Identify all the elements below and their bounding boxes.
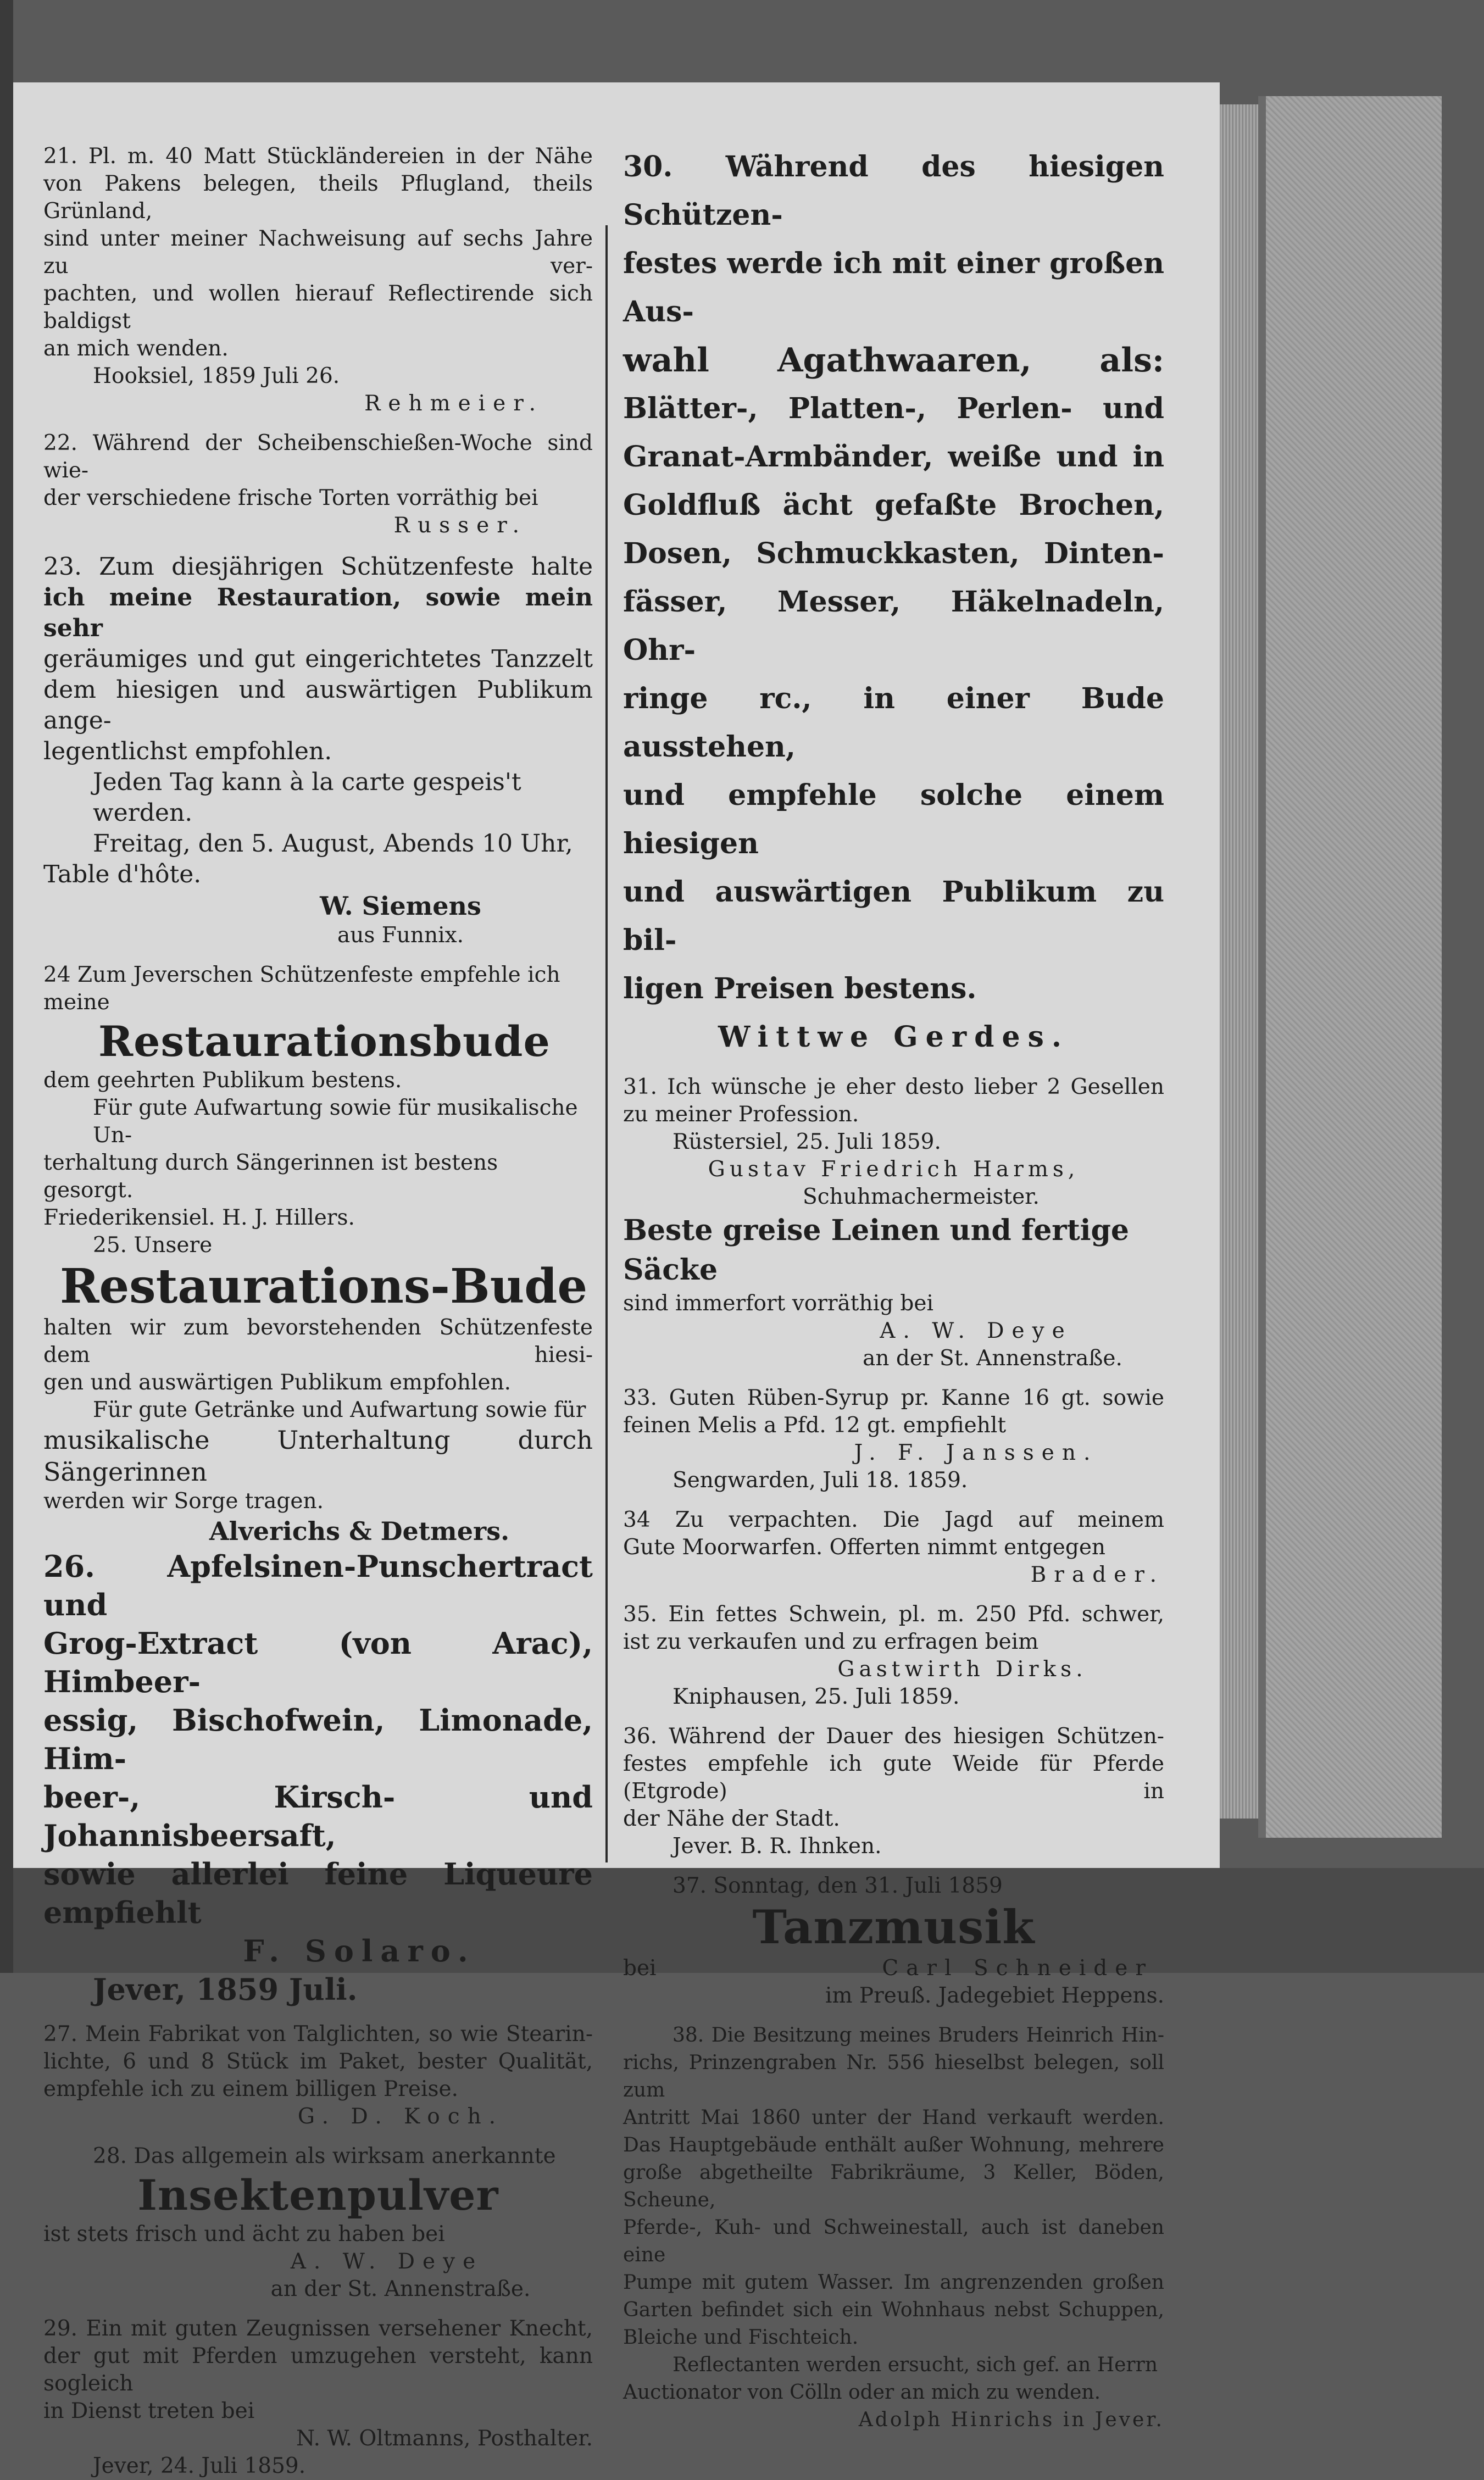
ad-29-line: in Dienst treten bei (43, 2399, 255, 2423)
ad-23-line: ich meine Restauration, sowie mein sehr (43, 583, 593, 642)
ad-26-line: Grog-Extract (von Arac), Himbeer- (43, 1626, 593, 1699)
ad-31-line: 31. Ich wünsche je eher desto lieber 2 Gesellen (623, 1075, 1164, 1099)
ad-33-signature: J. F. Janssen. (854, 1441, 1098, 1465)
ad-37-signature-place: im Preuß. Jadegebiet Heppens. (825, 1983, 1164, 2008)
ad-23-line: Freitag, den 5. August, Abends 10 Uhr, (93, 830, 573, 858)
ad-36-line: festes empfehle ich gute Weide für Pferde (Etgrode) in (623, 1751, 1164, 1804)
ad-30-line: Granat-Armbänder, weiße und in (623, 440, 1164, 474)
ad-34-line: 34 Zu verpachten. Die Jagd auf meinem (623, 1508, 1164, 1532)
ad-35-signature: Gastwirth Dirks. (837, 1657, 1087, 1682)
ad-29 (43, 2315, 593, 2480)
ad-23-signature: W. Siemens (320, 891, 481, 921)
ad-28-line: ist stets frisch und ächt zu haben bei (43, 2222, 445, 2247)
ad-26-line: beer-, Kirsch- und Johannisbeersaft, (43, 1780, 593, 1853)
ad-21-line: an mich wenden. (43, 336, 229, 361)
ad-30-line: Goldfluß ächt gefaßte Brochen, (623, 488, 1164, 522)
ad-21-place: Hooksiel, 1859 Juli 26. (93, 364, 340, 388)
ad-24 (43, 961, 593, 1232)
ad-31-line: zu meiner Profession. (623, 1102, 859, 1127)
ad-23-line: geräumiges und gut eingerichtetes Tanzzelt (43, 645, 593, 673)
ad-25-line: halten wir zum bevorstehenden Schützenfeste dem hiesi- (43, 1315, 593, 1367)
ad-26-place: Jever, 1859 Juli. (93, 1972, 358, 2007)
ad-33-place: Sengwarden, Juli 18. 1859. (672, 1468, 968, 1493)
ad-32 (623, 1211, 1164, 1372)
ad-23-signature-place: aus Funnix. (337, 923, 464, 948)
ad-25-line: Für gute Getränke und Aufwartung sowie für (93, 1398, 586, 1422)
ad-38-line: große abgetheilte Fabrikräume, 3 Keller, Böden, Scheune, (623, 2161, 1164, 2211)
ad-37 (623, 1872, 1164, 2010)
ad-38-signature: Adolph Hinrichs in Jever. (858, 2409, 1164, 2431)
page-stack-edge (1220, 104, 1258, 1819)
ad-24-line: dem geehrten Publikum bestens. (43, 1068, 402, 1093)
ad-34-line: Gute Moorwarfen. Offerten nimmt entgegen (623, 1535, 1106, 1560)
ad-21-signature: Rehmeier. (364, 391, 543, 416)
ad-26-signature: F. Solaro. (243, 1933, 476, 1969)
ad-24-intro: 24 Zum Jeverschen Schützenfeste empfehle ich meine (43, 963, 560, 1015)
right-column (623, 143, 1164, 2434)
ad-24-signature: Friederikensiel. H. J. Hillers. (43, 1205, 355, 1230)
ad-24-line: Für gute Aufwartung sowie für musikalische Un- (93, 1096, 578, 1148)
ad-36-line: 36. Während der Dauer des hiesigen Schützen- (623, 1724, 1164, 1749)
ad-36 (623, 1723, 1164, 1860)
ad-37-headline: Tanzmusik (752, 1900, 1035, 1954)
newspaper-page (13, 82, 1220, 2478)
ad-28-signature: A. W. Deye (290, 2249, 483, 2274)
ad-22-line: der verschiedene frische Torten vorräthig bei (43, 486, 538, 510)
ad-36-signature: Jever. B. R. Ihnken. (672, 1834, 882, 1859)
ad-35-line: ist zu verkaufen und zu erfragen beim (623, 1630, 1039, 1654)
ad-21-line: 21. Pl. m. 40 Matt Stückländereien in der Nähe (43, 144, 593, 169)
ad-37-intro: 37. Sonntag, den 31. Juli 1859 (672, 1873, 1003, 1898)
ad-27 (43, 2021, 593, 2131)
ad-21-line: pachten, und wollen hierauf Reflectirende sich baldigst (43, 281, 593, 333)
ad-23-line: Jeden Tag kann à la carte gespeis't werden. (93, 768, 521, 827)
ad-31-signature: Gustav Friedrich Harms, (708, 1157, 1080, 1182)
left-column (43, 143, 593, 2480)
ad-31 (623, 1074, 1164, 1211)
ad-30-line: ligen Preisen bestens. (623, 972, 977, 1005)
ad-24-line: terhaltung durch Sängerinnen ist bestens gesorgt. (43, 1150, 498, 1203)
ad-28 (43, 2143, 593, 2303)
ad-26-line: essig, Bischofwein, Limonade, Him- (43, 1703, 593, 1776)
ad-35-place: Kniphausen, 25. Juli 1859. (672, 1684, 960, 1709)
ad-27-line: 27. Mein Fabrikat von Talglichten, so wie Stearin- (43, 2022, 593, 2047)
ad-38-line: Pferde-, Kuh- und Schweinestall, auch ist daneben eine (623, 2216, 1164, 2266)
ad-38-line: Garten befindet sich ein Wohnhaus nebst Schuppen, (623, 2299, 1164, 2321)
ad-30 (623, 143, 1164, 1061)
ad-28-intro: 28. Das allgemein als wirksam anerkannte (93, 2144, 556, 2168)
ad-26-line: sowie allerlei feine Liqueure empfiehlt (43, 1856, 593, 1930)
ad-31-place: Rüstersiel, 25. Juli 1859. (672, 1130, 941, 1154)
ad-31-signature-title: Schuhmachermeister. (803, 1185, 1040, 1209)
ad-25-line: werden wir Sorge tragen. (43, 1489, 324, 1514)
ad-34 (623, 1506, 1164, 1589)
ad-26 (43, 1547, 593, 2009)
ad-28-headline: Insektenpulver (137, 2171, 499, 2220)
ad-29-place: Jever, 24. Juli 1859. (93, 2454, 306, 2478)
ad-21-line: von Pakens belegen, theils Pflugland, theils Grünland, (43, 171, 593, 224)
ad-27-signature: G. D. Koch. (297, 2104, 504, 2129)
ad-28-signature-street: an der St. Annenstraße. (270, 2277, 531, 2301)
ad-34-signature: Brader. (1030, 1562, 1164, 1587)
ad-25 (43, 1232, 593, 1547)
ad-21 (43, 143, 593, 418)
ad-30-line: festes werde ich mit einer großen Aus- (623, 247, 1164, 329)
ad-30-line: 30. Während des hiesigen Schützen- (623, 150, 1164, 232)
ad-30-signature: Wittwe Gerdes. (718, 1020, 1069, 1054)
ad-35-line: 35. Ein fettes Schwein, pl. m. 250 Pfd. schwer, (623, 1602, 1164, 1627)
ad-30-line: ringe rc., in einer Bude ausstehen, (623, 682, 1164, 764)
ad-23 (43, 552, 593, 949)
ad-30-line: Dosen, Schmuckkasten, Dinten- (623, 537, 1164, 570)
ad-33-line: 33. Guten Rüben-Syrup pr. Kanne 16 gt. sowie (623, 1386, 1164, 1410)
ad-38-line: richs, Prinzengraben Nr. 556 hieselbst belegen, soll zum (623, 2051, 1164, 2101)
ad-38-line: Auctionator von Cölln oder an mich zu wenden. (623, 2381, 1101, 2404)
ad-25-line: musikalische Unterhaltung durch Sängerinnen (43, 1425, 593, 1487)
ad-38-line: 38. Die Besitzung meines Bruders Heinrich Hin- (672, 2024, 1164, 2047)
ad-23-line: Table d'hôte. (43, 860, 202, 888)
ad-25-headline: Restaurations-Bude (60, 1259, 588, 1314)
ad-33 (623, 1384, 1164, 1494)
ad-32-headline: Beste greise Leinen und fertige Säcke (623, 1214, 1129, 1287)
ad-24-headline: Restaurationsbude (98, 1017, 551, 1066)
column-divider (605, 225, 608, 1862)
ad-23-line: legentlichst empfohlen. (43, 737, 332, 765)
ad-35 (623, 1601, 1164, 1711)
book-spine-shadow (0, 0, 13, 1973)
ad-21-line: sind unter meiner Nachweisung auf sechs Jahre zu ver- (43, 226, 593, 279)
ad-36-line: der Nähe der Stadt. (623, 1806, 840, 1831)
ad-38 (623, 2022, 1164, 2434)
ad-37-bei: bei (623, 1956, 657, 1981)
ad-23-line: 23. Zum diesjährigen Schützenfeste halte (43, 553, 593, 581)
ad-33-line: feinen Melis a Pfd. 12 gt. empfiehlt (623, 1413, 1006, 1438)
ad-26-line: 26. Apfelsinen-Punschertract und (43, 1549, 593, 1622)
ad-38-line: Pumpe mit gutem Wasser. Im angrenzenden großen (623, 2271, 1164, 2294)
ad-30-line: fässer, Messer, Häkelnadeln, Ohr- (623, 585, 1164, 667)
ad-38-line: Antritt Mai 1860 unter der Hand verkauft werden. (623, 2106, 1164, 2129)
ad-32-signature-street: an der St. Annenstraße. (863, 1346, 1122, 1371)
ad-22-line: 22. Während der Scheibenschießen-Woche sind wie- (43, 431, 593, 483)
ad-22-signature: Russer. (393, 513, 527, 538)
ad-30-line: Blätter-, Platten-, Perlen- und (623, 392, 1164, 425)
ad-27-line: empfehle ich zu einem billigen Preise. (43, 2077, 458, 2101)
ad-38-line: Bleiche und Fischteich. (623, 2326, 859, 2349)
ad-29-signature: N. W. Oltmanns, Posthalter. (296, 2426, 593, 2451)
ad-30-line: und auswärtigen Publikum zu bil- (623, 875, 1164, 957)
ad-37-signature-row (623, 1955, 1164, 1982)
ad-37-signature: Carl Schneider (882, 1956, 1153, 1981)
ad-29-line: 29. Ein mit guten Zeugnissen versehener Knecht, (43, 2316, 593, 2341)
ad-22 (43, 430, 593, 540)
ad-32-line: sind immerfort vorräthig bei (623, 1291, 933, 1316)
ad-32-signature: A. W. Deye (880, 1319, 1072, 1343)
ad-38-line: Reflectanten werden ersucht, sich gef. an Herrn (672, 2354, 1158, 2376)
ad-30-line: wahl Agathwaaren, als: (623, 341, 1164, 380)
book-cover-edge (1258, 96, 1442, 1838)
ad-29-line: der gut mit Pferden umzugehen versteht, kann sogleich (43, 2344, 593, 2396)
ad-38-line: Das Hauptgebäude enthält außer Wohnung, mehrere (623, 2134, 1164, 2156)
ad-23-line: dem hiesigen und auswärtigen Publikum ange- (43, 676, 593, 735)
ad-25-line: gen und auswärtigen Publikum empfohlen. (43, 1370, 512, 1395)
ad-30-line: und empfehle solche einem hiesigen (623, 779, 1164, 860)
ad-27-line: lichte, 6 und 8 Stück im Paket, bester Qualität, (43, 2049, 593, 2074)
ad-25-signature: Alverichs & Detmers. (209, 1516, 510, 1546)
ad-25-intro: 25. Unsere (93, 1233, 213, 1258)
